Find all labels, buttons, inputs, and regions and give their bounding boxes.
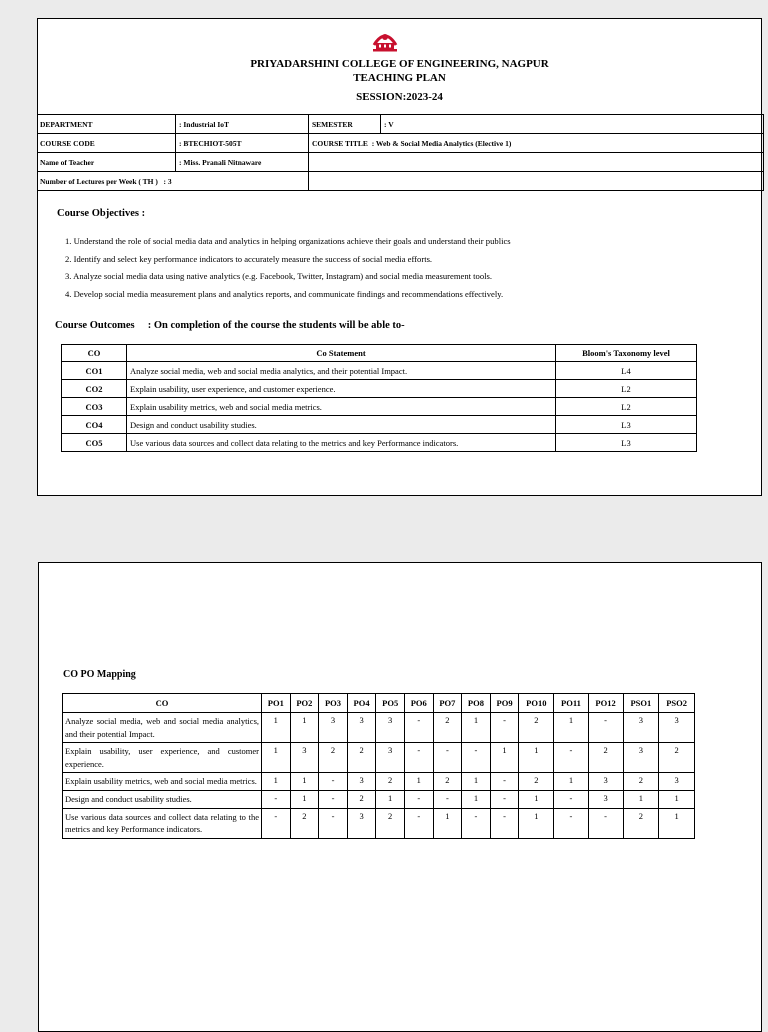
mapping-value: 2 [623, 808, 659, 838]
statement-header: Co Statement [127, 345, 556, 362]
mapping-co-statement: Use various data sources and collect data relating to the metrics and key Performance indicators. [63, 808, 262, 838]
mapping-value: - [262, 808, 291, 838]
mapping-value: - [462, 743, 491, 773]
mapping-value: 2 [623, 773, 659, 791]
mapping-value: 1 [290, 773, 319, 791]
mapping-po-header: PSO1 [623, 694, 659, 713]
mapping-value: 3 [319, 713, 348, 743]
mapping-header-row [63, 694, 695, 713]
table-row [63, 743, 695, 773]
mapping-value: - [404, 713, 433, 743]
table-row [62, 434, 697, 452]
co-code: CO5 [62, 434, 127, 452]
semester-label: SEMESTER [309, 115, 381, 134]
lectures-label: Number of Lectures per Week ( TH ) [40, 176, 158, 186]
mapping-co-statement: Explain usability, user experience, and customer experience. [63, 743, 262, 773]
objectives-list [65, 233, 511, 303]
mapping-value: - [404, 743, 433, 773]
page-2 [38, 562, 762, 1032]
mapping-value: 1 [290, 790, 319, 808]
department-value: : Industrial IoT [176, 115, 309, 134]
mapping-value: 1 [462, 713, 491, 743]
mapping-value: 1 [623, 790, 659, 808]
mapping-po-header: PO11 [554, 694, 588, 713]
mapping-value: 1 [262, 713, 291, 743]
mapping-po-header: PO6 [404, 694, 433, 713]
course-title-label: COURSE TITLE [312, 138, 368, 148]
mapping-po-header: PO4 [347, 694, 376, 713]
mapping-value: 3 [290, 743, 319, 773]
co-statement: Use various data sources and collect data relating to the metrics and key Performance indicators. [127, 434, 556, 452]
college-name: PRIYADARSHINI COLLEGE OF ENGINEERING, NAGPUR [250, 58, 549, 70]
mapping-value: 1 [290, 713, 319, 743]
mapping-value: 3 [588, 773, 623, 791]
empty-cell [309, 153, 764, 172]
mapping-value: 3 [588, 790, 623, 808]
mapping-value: - [433, 743, 462, 773]
teacher-value: : Miss. Pranali Nitnaware [176, 153, 309, 172]
mapping-value: - [490, 773, 519, 791]
outcomes-title: Course Outcomes : On completion of the course the students will be able to- [55, 320, 405, 331]
bloom-level: L3 [556, 416, 697, 434]
mapping-value: - [404, 808, 433, 838]
co-statement: Explain usability, user experience, and customer experience. [127, 380, 556, 398]
plan-title: TEACHING PLAN [353, 72, 446, 84]
mapping-value: 1 [262, 773, 291, 791]
mapping-value: - [490, 713, 519, 743]
mapping-value: - [262, 790, 291, 808]
bloom-level: L3 [556, 434, 697, 452]
mapping-po-header: PO12 [588, 694, 623, 713]
co-po-mapping-table [62, 693, 695, 839]
course-info-table [37, 114, 764, 191]
teacher-label: Name of Teacher [37, 153, 176, 172]
mapping-po-header: PO1 [262, 694, 291, 713]
co-code: CO1 [62, 362, 127, 380]
mapping-po-header: PO2 [290, 694, 319, 713]
mapping-po-header: PO10 [519, 694, 554, 713]
session-title: SESSION:2023-24 [356, 91, 443, 103]
mapping-value: 1 [433, 808, 462, 838]
table-row [62, 380, 697, 398]
mapping-value: - [588, 713, 623, 743]
table-row [62, 416, 697, 434]
mapping-value: 2 [319, 743, 348, 773]
mapping-value: 1 [404, 773, 433, 791]
mapping-value: - [490, 808, 519, 838]
department-label: DEPARTMENT [37, 115, 176, 134]
objective-item: 4. Develop social media measurement plans and analytics reports, and communicate findings and recommendations effectively. [65, 288, 504, 299]
co-statement: Analyze social media, web and social media analytics, and their potential Impact. [127, 362, 556, 380]
mapping-value: 2 [659, 743, 695, 773]
mapping-value: 1 [519, 808, 554, 838]
mapping-value: 3 [347, 713, 376, 743]
mapping-co-header: CO [63, 694, 262, 713]
bloom-header: Bloom's Taxonomy level [556, 345, 697, 362]
mapping-value: 2 [433, 773, 462, 791]
co-code: CO4 [62, 416, 127, 434]
mapping-po-header: PO3 [319, 694, 348, 713]
mapping-po-header: PSO2 [659, 694, 695, 713]
co-code: CO2 [62, 380, 127, 398]
mapping-value: - [462, 808, 491, 838]
table-row [63, 713, 695, 743]
mapping-value: 1 [490, 743, 519, 773]
mapping-value: 3 [347, 773, 376, 791]
bloom-level: L2 [556, 398, 697, 416]
mapping-value: - [554, 790, 588, 808]
mapping-value: 3 [659, 713, 695, 743]
mapping-value: - [319, 808, 348, 838]
mapping-po-header: PO8 [462, 694, 491, 713]
mapping-value: 2 [376, 808, 405, 838]
objective-item: 3. Analyze social media data using native analytics (e.g. Facebook, Twitter, Instagram) and social media measurement tools. [65, 271, 493, 281]
mapping-value: 1 [519, 743, 554, 773]
table-row [63, 773, 695, 791]
mapping-value: 1 [519, 790, 554, 808]
mapping-value: 1 [554, 713, 588, 743]
mapping-value: 2 [519, 713, 554, 743]
course-outcomes-table [61, 344, 697, 452]
table-row [62, 362, 697, 380]
mapping-value: 3 [623, 743, 659, 773]
mapping-po-header: PO9 [490, 694, 519, 713]
mapping-value: 2 [588, 743, 623, 773]
mapping-value: - [319, 773, 348, 791]
table-row [63, 808, 695, 838]
co-code: CO3 [62, 398, 127, 416]
course-code-value: : BTECHIOT-505T [176, 134, 309, 153]
mapping-value: 1 [376, 790, 405, 808]
objective-item: 2. Identify and select key performance indicators to accurately measure the success of social media efforts. [65, 253, 433, 264]
mapping-value: 1 [659, 808, 695, 838]
mapping-value: 1 [262, 743, 291, 773]
mapping-co-statement: Analyze social media, web and social media analytics, and their potential Impact. [63, 713, 262, 743]
mapping-value: 1 [659, 790, 695, 808]
bloom-level: L2 [556, 380, 697, 398]
mapping-value: 2 [376, 773, 405, 791]
mapping-value: - [433, 790, 462, 808]
mapping-value: 3 [347, 808, 376, 838]
mapping-po-header: PO5 [376, 694, 405, 713]
college-logo-icon [370, 29, 400, 53]
co-statement: Design and conduct usability studies. [127, 416, 556, 434]
mapping-value: 2 [347, 743, 376, 773]
mapping-value: 1 [462, 773, 491, 791]
mapping-value: 2 [433, 713, 462, 743]
table-row [63, 790, 695, 808]
page-1 [37, 18, 762, 496]
lectures-value: : 3 [163, 176, 172, 186]
mapping-co-statement: Explain usability metrics, web and social media metrics. [63, 773, 262, 791]
mapping-value: 1 [462, 790, 491, 808]
mapping-value: - [554, 743, 588, 773]
mapping-value: 3 [623, 713, 659, 743]
mapping-value: 3 [376, 713, 405, 743]
mapping-value: 2 [519, 773, 554, 791]
mapping-title: CO PO Mapping [63, 669, 136, 680]
semester-value: : V [381, 115, 764, 134]
mapping-po-header: PO7 [433, 694, 462, 713]
objective-item: 1. Understand the role of social media data and analytics in helping organizations achieve their goals and understand their publics [65, 236, 511, 246]
bloom-level: L4 [556, 362, 697, 380]
mapping-value: 2 [290, 808, 319, 838]
table-row [62, 398, 697, 416]
mapping-value: 2 [347, 790, 376, 808]
mapping-value: 3 [376, 743, 405, 773]
mapping-value: - [319, 790, 348, 808]
co-header: CO [62, 345, 127, 362]
mapping-value: 1 [554, 773, 588, 791]
mapping-value: - [490, 790, 519, 808]
mapping-value: - [554, 808, 588, 838]
objectives-title: Course Objectives : [57, 208, 146, 219]
mapping-value: 3 [659, 773, 695, 791]
empty-cell [309, 172, 764, 191]
course-title-value: : Web & Social Media Analytics (Elective 1) [371, 138, 512, 148]
course-title-cell [309, 134, 764, 153]
course-code-label: COURSE CODE [37, 134, 176, 153]
lectures-cell [37, 172, 309, 191]
mapping-co-statement: Design and conduct usability studies. [63, 790, 262, 808]
co-statement: Explain usability metrics, web and social media metrics. [127, 398, 556, 416]
mapping-value: - [404, 790, 433, 808]
mapping-value: - [588, 808, 623, 838]
